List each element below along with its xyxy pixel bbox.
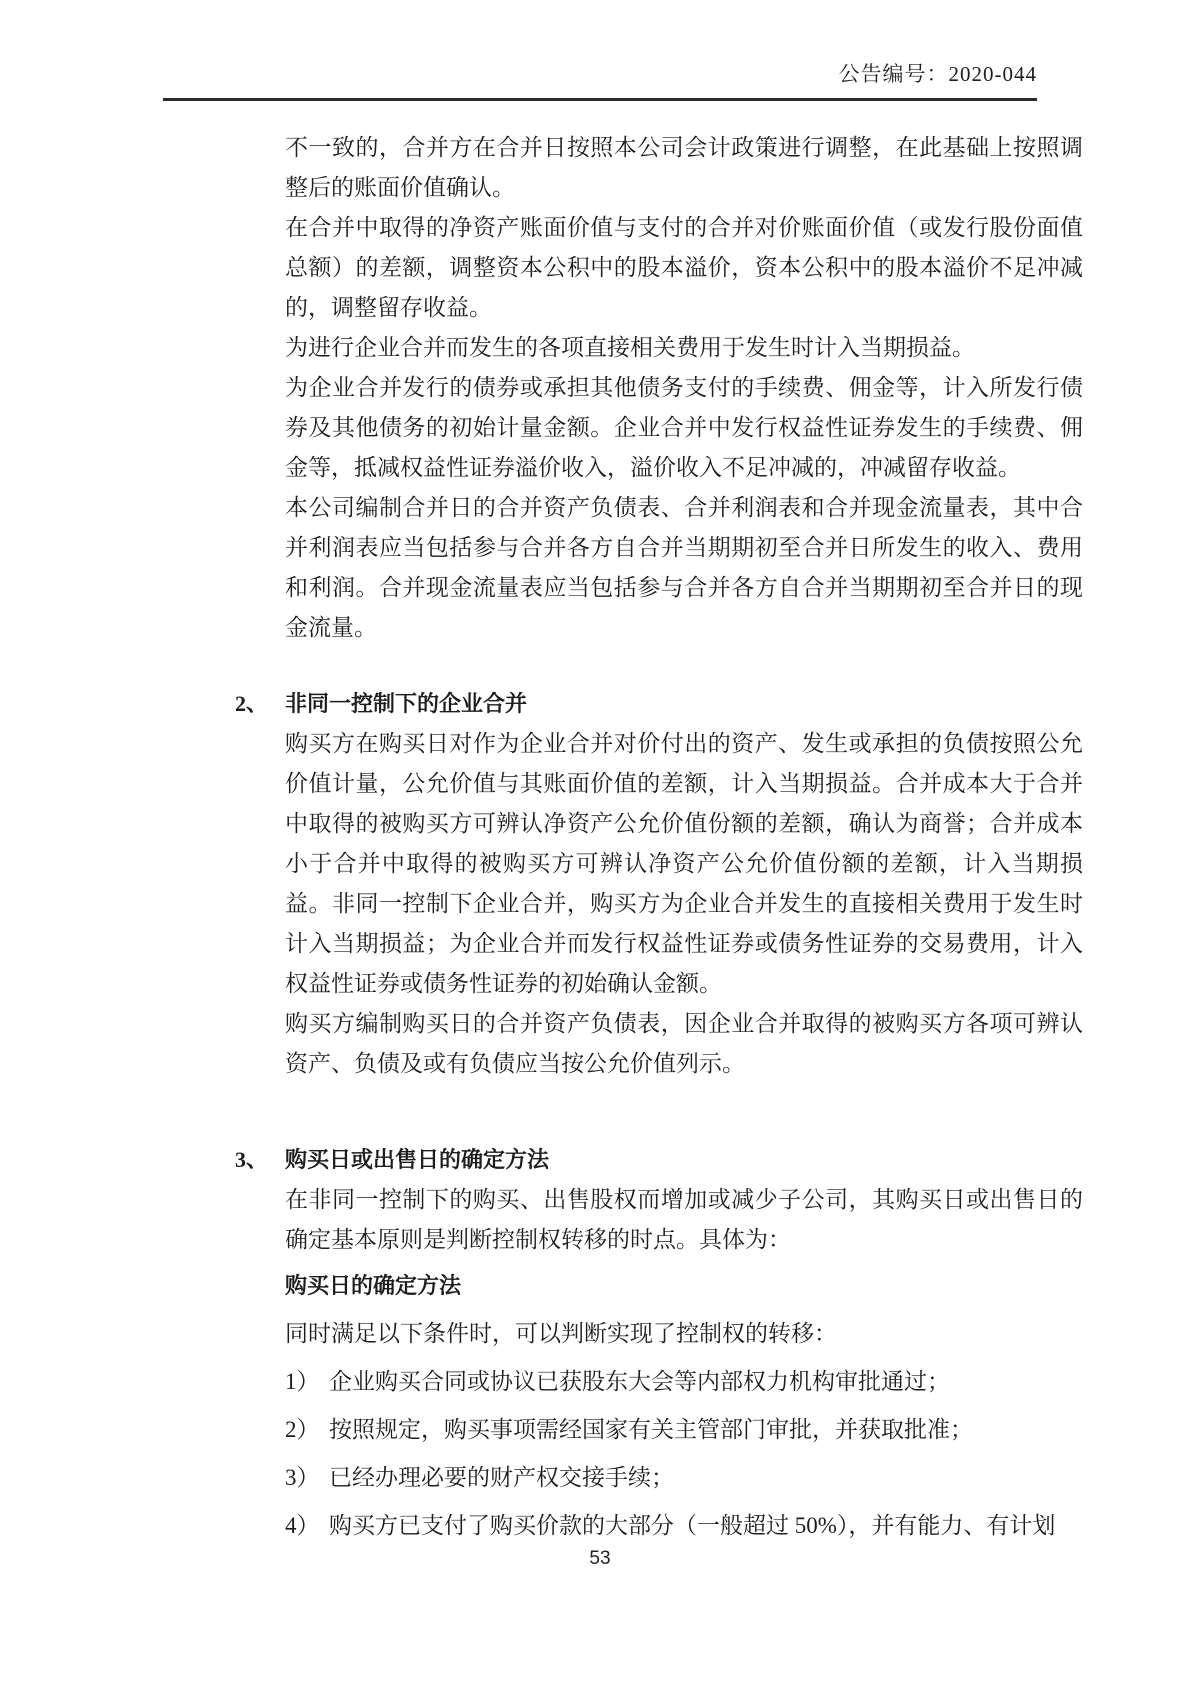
list-item-text: 按照规定，购买事项需经国家有关主管部门审批，并获取批准；: [329, 1417, 973, 1442]
paragraph: 在合并中取得的净资产账面价值与支付的合并对价账面价值（或发行股份面值总额）的差额，调整资本公积中的股本溢价，资本公积中的股本溢价不足冲减的，调整留存收益。: [285, 215, 1083, 320]
section-3-heading: [235, 1140, 1083, 1180]
paragraph: 购买方在购买日对作为企业合并对价付出的资产、发生或承担的负债按照公允价值计量，公允价值与其账面价值的差额，计入当期损益。合并成本大于合并中取得的被购买方可辨认净资产公允价值份额的差额，确认为商誉；合并成本小于合并中取得的被购买方可辨认净资产公允价值份额的差额，计入当期损益。非同一控制下企业合并，购买方为企业合并发生的直接相关费用于发生时计入当期损益；为企业合并而发行权益性证券或债务性证券的交易费用，计入权益性证券或债务性证券的初始确认金额。: [285, 731, 1083, 996]
paragraph: 为企业合并发行的债券或承担其他债务支付的手续费、佣金等，计入所发行债券及其他债务的初始计量金额。企业合并中发行权益性证券发生的手续费、佣金等，抵减权益性证券溢价收入，溢价收入不足冲减的，冲减留存收益。: [285, 375, 1083, 480]
section-3-title: 购买日或出售日的确定方法: [285, 1147, 550, 1172]
notice-number: 公告编号：2020-044: [838, 62, 1037, 86]
list-item-text: 已经办理必要的财产权交接手续；: [329, 1465, 674, 1490]
list-item: [285, 1410, 1083, 1450]
list-item: [285, 1458, 1083, 1498]
paragraph: 为进行企业合并而发生的各项直接相关费用于发生时计入当期损益。: [285, 335, 975, 360]
list-item-text: 企业购买合同或协议已获股东大会等内部权力机构审批通过；: [329, 1369, 950, 1394]
list-item: [285, 1506, 1083, 1546]
paragraph: 在非同一控制下的购买、出售股权而增加或减少子公司，其购买日或出售日的确定基本原则是判断控制权转移的时点。具体为：: [285, 1187, 1083, 1252]
list-item-number: 1）: [285, 1369, 320, 1394]
conditions-list: [285, 1362, 1083, 1546]
section-2-title: 非同一控制下的企业合并: [285, 691, 528, 716]
paragraph: 购买方编制购买日的合并资产负债表，因企业合并取得的被购买方各项可辨认资产、负债及或有负债应当按公允价值列示。: [285, 1011, 1083, 1076]
list-item-number: 4）: [285, 1513, 320, 1538]
section-3: [235, 1140, 1083, 1546]
conditions-intro: 同时满足以下条件时，可以判断实现了控制权的转移：: [285, 1321, 837, 1346]
paragraph: 本公司编制合并日的合并资产负债表、合并利润表和合并现金流量表，其中合并利润表应当包括参与合并各方自合并当期期初至合并日所发生的收入、费用和利润。合并现金流量表应当包括参与合并各方自合并当期期初至合并日的现金流量。: [285, 495, 1083, 640]
paragraph: 不一致的，合并方在合并日按照本公司会计政策进行调整，在此基础上按照调整后的账面价值确认。: [285, 135, 1083, 200]
section-2-number: 2、: [235, 691, 269, 716]
list-item-number: 2）: [285, 1417, 320, 1442]
purchase-date-subheading: 购买日的确定方法: [285, 1273, 462, 1298]
section-2: [235, 684, 1083, 1084]
section-3-number: 3、: [235, 1147, 269, 1172]
page-header: [163, 0, 1037, 101]
section-2-heading: [235, 684, 1083, 724]
list-item-text: 购买方已支付了购买价款的大部分（一般超过 50%），并有能力、有计划: [329, 1513, 1056, 1538]
list-item-number: 3）: [285, 1465, 320, 1490]
list-item: [285, 1362, 1083, 1402]
page-number: 53: [589, 1548, 611, 1569]
document-body: [235, 128, 1083, 1546]
